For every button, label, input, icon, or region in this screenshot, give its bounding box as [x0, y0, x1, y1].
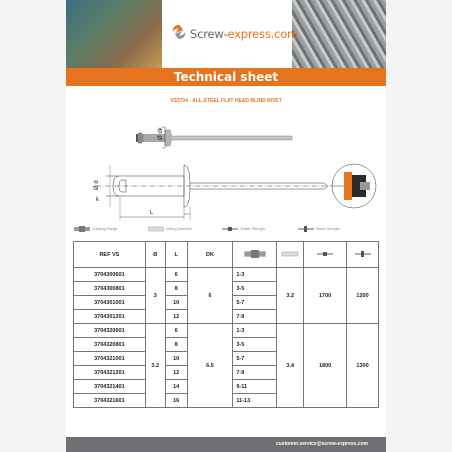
cell-range: 3-5 — [233, 282, 277, 296]
cell-range: 9-11 — [233, 380, 277, 394]
shear-strength-icon — [298, 226, 314, 232]
cell-range: 1-3 — [233, 324, 277, 338]
cell-range: 11-13 — [233, 394, 277, 408]
cell-range: 7-9 — [233, 310, 277, 324]
cell-l: 8 — [165, 282, 187, 296]
cell-l: 8 — [165, 338, 187, 352]
drilling-diameter-icon — [281, 251, 299, 257]
header-l: L — [165, 242, 187, 268]
legend-shear-label: Shear Strength — [316, 227, 340, 231]
table-header-row — [74, 242, 379, 268]
header-drilling — [277, 242, 304, 268]
cell-l: 12 — [165, 310, 187, 324]
crimping-range-icon — [244, 250, 266, 258]
installed-rivet-section — [332, 164, 376, 208]
cell-ref: 3704321201 — [74, 366, 146, 380]
cell-range: 3-5 — [233, 338, 277, 352]
cell-ref: 3704321601 — [74, 394, 146, 408]
cell-l: 12 — [165, 366, 187, 380]
page-title: Technical sheet — [173, 70, 279, 84]
cell-l: 6 — [165, 268, 187, 282]
table-row — [74, 268, 379, 282]
header-crimping — [233, 242, 277, 268]
label-k: k — [96, 197, 99, 203]
header-ref: REF VS — [74, 242, 146, 268]
header-shear — [347, 242, 379, 268]
legend-shear — [298, 226, 340, 232]
cell-ref: 3704321001 — [74, 352, 146, 366]
rivet-drawing — [66, 105, 386, 240]
legend-drilling — [148, 226, 192, 232]
screws-photo — [292, 0, 386, 68]
cell-shear: 1200 — [347, 268, 379, 324]
cell-d: 3 — [145, 268, 165, 324]
tensile-strength-icon — [222, 226, 238, 232]
cell-tensile: 1800 — [304, 324, 347, 408]
product-subtitle: VS3704 - ALL-STEEL FLAT HEAD BLIND RIVET — [170, 98, 282, 104]
brand-logo[interactable] — [190, 27, 298, 41]
brand-swirl-icon — [170, 23, 188, 41]
cell-ref: 3704300801 — [74, 282, 146, 296]
cell-l: 16 — [165, 394, 187, 408]
drilling-diameter-icon — [148, 226, 164, 232]
cell-ref: 3704301001 — [74, 296, 146, 310]
cell-l: 6 — [165, 324, 187, 338]
spec-table — [73, 241, 379, 408]
header-d: Ø — [145, 242, 165, 268]
brand-name-main: Screw- — [190, 27, 228, 41]
shear-strength-icon — [355, 251, 371, 257]
cell-ref: 3704300601 — [74, 268, 146, 282]
label-l: L — [150, 210, 154, 216]
cell-shear: 1300 — [347, 324, 379, 408]
tools-photo — [66, 0, 162, 68]
crimping-range-icon — [74, 226, 90, 232]
rivet-schematic — [96, 165, 366, 220]
legend-tensile-label: Tensile Strength — [240, 227, 266, 231]
cell-drill: 3.2 — [277, 268, 304, 324]
legend-tensile — [222, 226, 265, 232]
cell-range: 1-3 — [233, 268, 277, 282]
cell-range: 5-7 — [233, 352, 277, 366]
legend-crimping — [74, 226, 117, 232]
cell-d: 3.2 — [145, 324, 165, 408]
label-dk: Ø dk — [158, 127, 164, 140]
header-dk: DK — [187, 242, 233, 268]
cell-ref: 3704320601 — [74, 324, 146, 338]
cell-tensile: 1700 — [304, 268, 347, 324]
cell-ref: 3704320801 — [74, 338, 146, 352]
legend-crimping-label: Crimping Range — [92, 227, 118, 231]
cell-dk: 6 — [187, 268, 233, 324]
cell-drill: 3.4 — [277, 324, 304, 408]
label-d: Ø d — [94, 180, 100, 190]
tensile-strength-icon — [317, 251, 333, 257]
footer-email-link[interactable]: customer.service@screw-express.com — [275, 441, 368, 447]
cell-range: 5-7 — [233, 296, 277, 310]
cell-ref: 3704321401 — [74, 380, 146, 394]
cell-ref: 3704301201 — [74, 310, 146, 324]
brand-name-accent: express.com — [227, 27, 299, 41]
cell-l: 10 — [165, 296, 187, 310]
technical-sheet-page — [66, 0, 386, 452]
cell-l: 10 — [165, 352, 187, 366]
table-row — [74, 324, 379, 338]
legend-drilling-label: Drilling Diameter — [166, 227, 192, 231]
cell-l: 14 — [165, 380, 187, 394]
header-tensile — [304, 242, 347, 268]
cell-dk: 6.5 — [187, 324, 233, 408]
cell-range: 7-9 — [233, 366, 277, 380]
